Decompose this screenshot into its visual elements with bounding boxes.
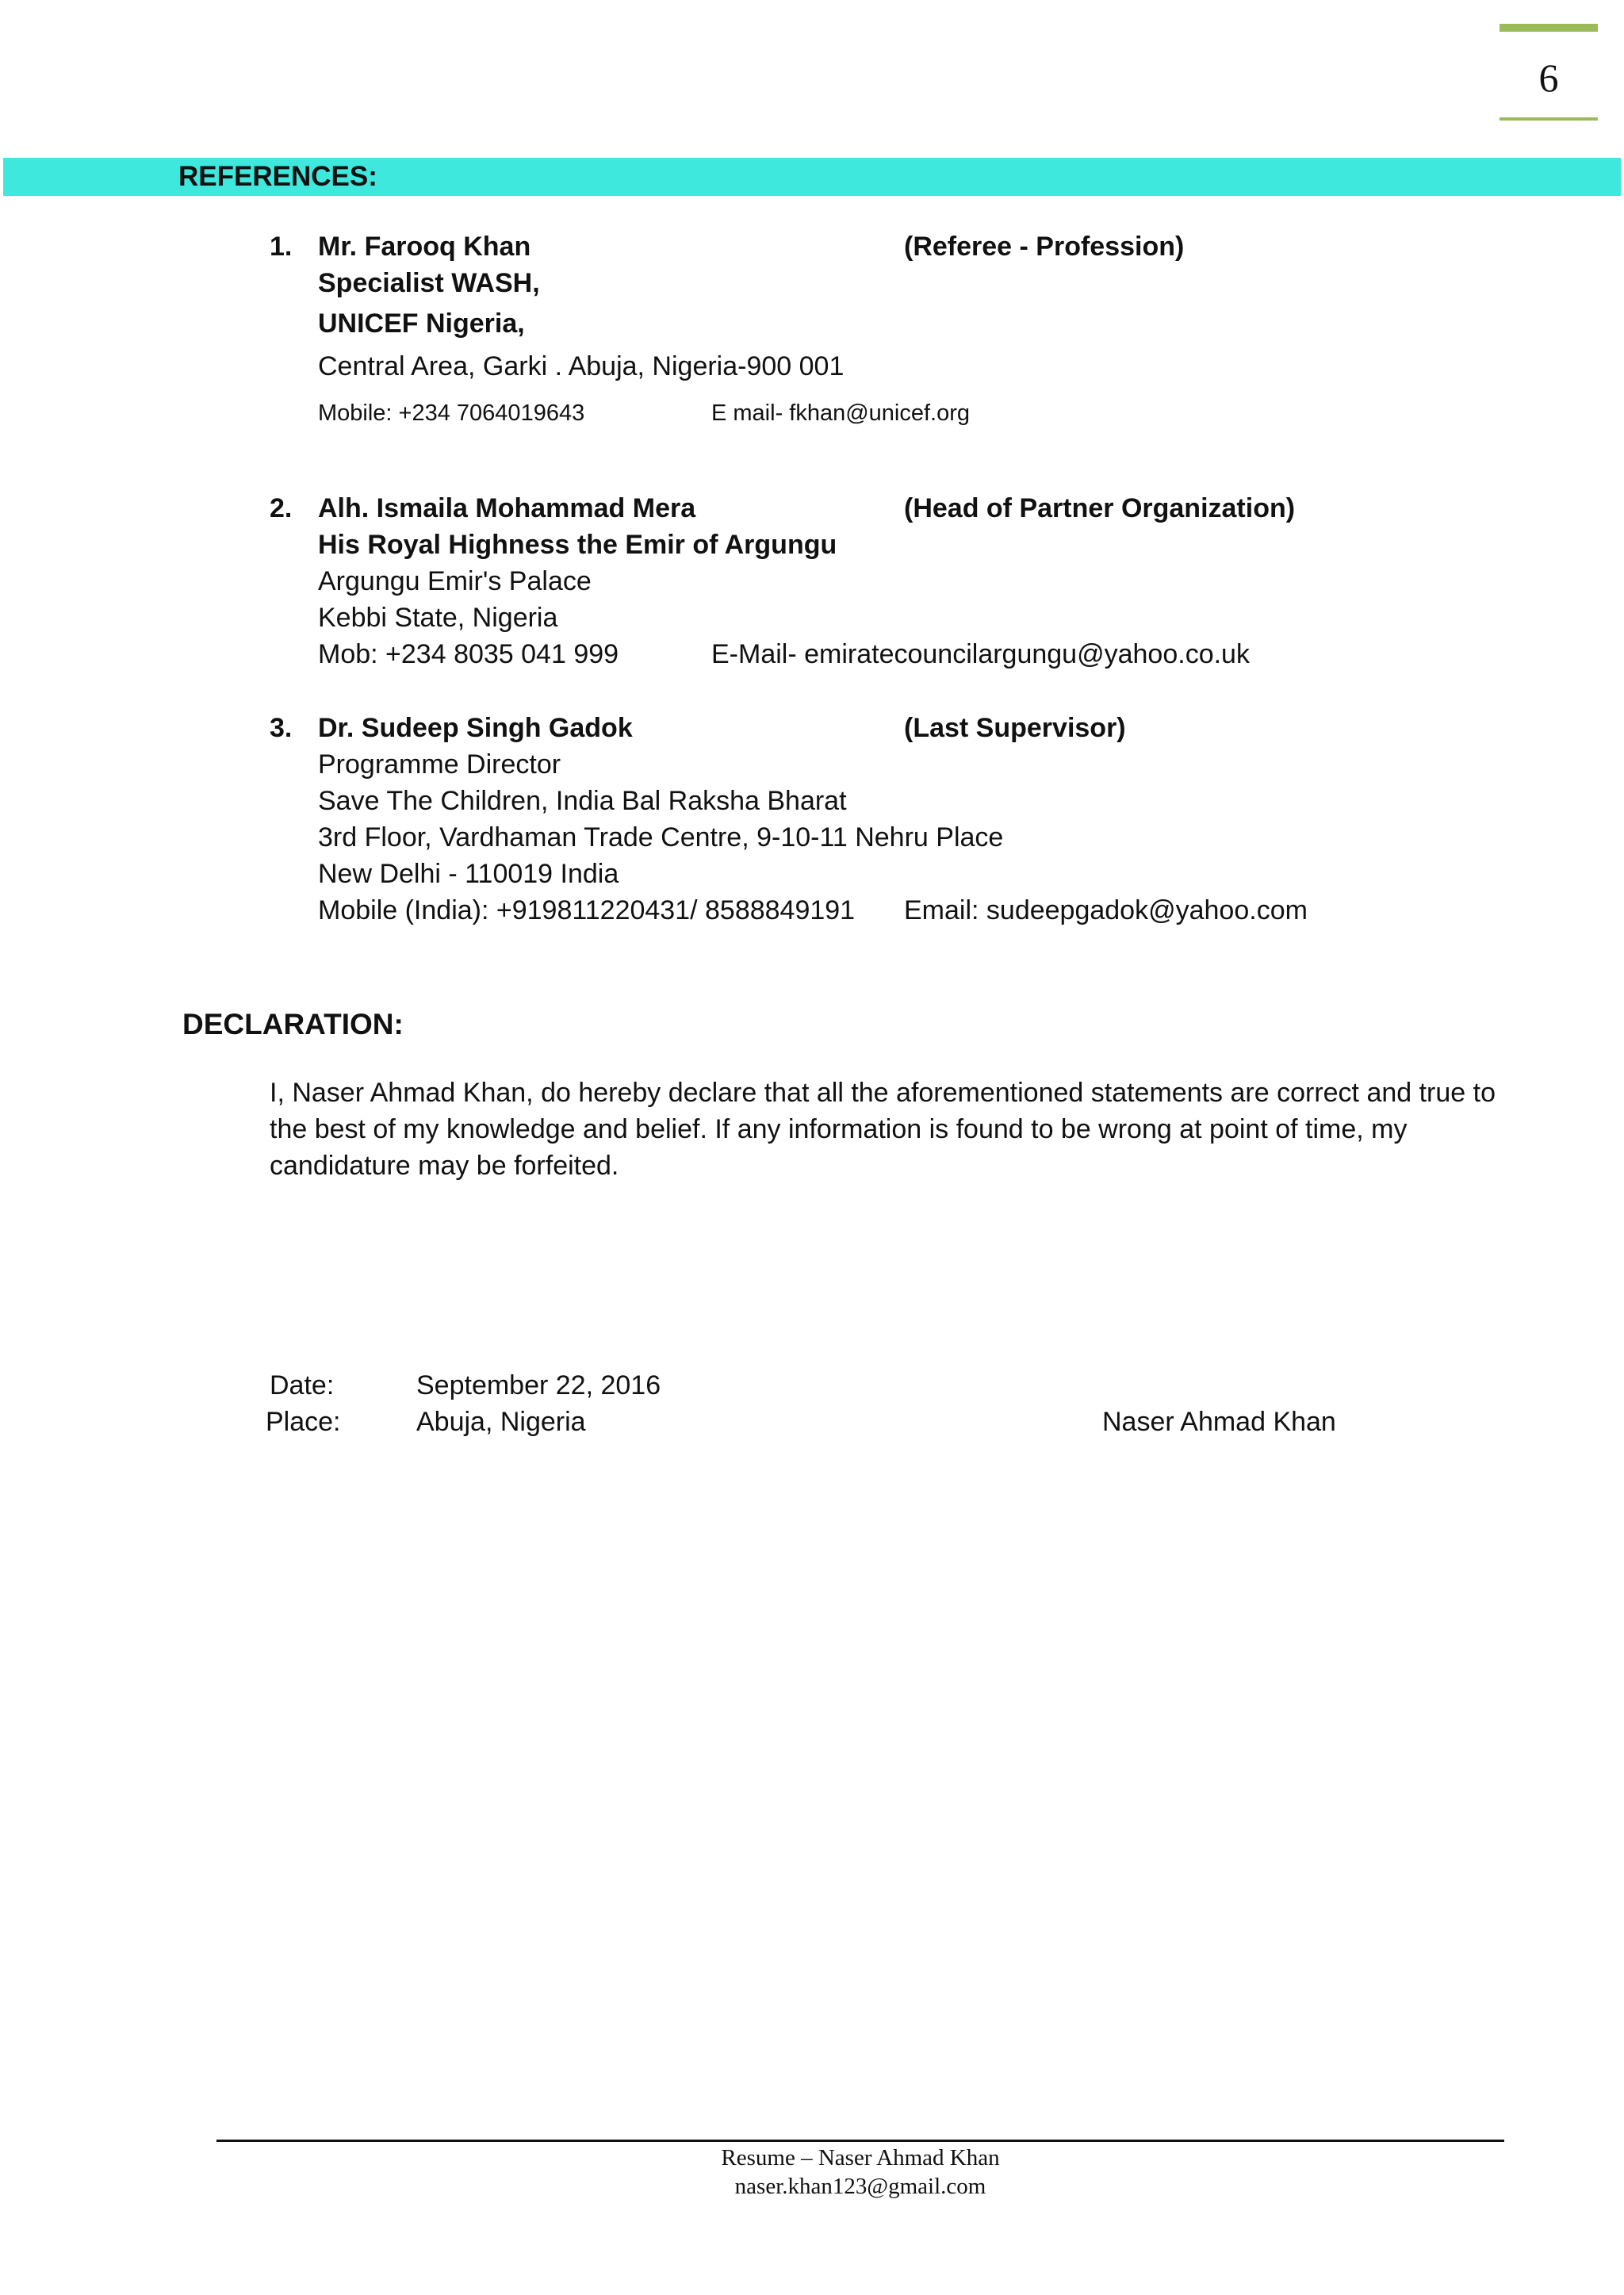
- reference-number: 3.: [270, 713, 293, 743]
- reference-email: E mail- fkhan@unicef.org: [711, 400, 971, 426]
- reference-role: (Last Supervisor): [904, 713, 1126, 743]
- reference-number: 1.: [270, 232, 293, 262]
- reference-role: (Head of Partner Organization): [904, 493, 1296, 523]
- page-number-bottom-rule: [1500, 117, 1598, 121]
- page-number-top-rule: [1500, 24, 1598, 32]
- reference-mobile: Mobile (India): +919811220431/ 8588849191: [318, 895, 856, 925]
- reference-title: Specialist WASH,: [318, 268, 540, 298]
- reference-title: His Royal Highness the Emir of Argungu: [318, 530, 837, 560]
- reference-role: (Referee - Profession): [904, 232, 1185, 262]
- reference-name: Mr. Farooq Khan: [318, 232, 531, 262]
- reference-address-line: Argungu Emir's Palace: [318, 566, 592, 596]
- reference-organization: UNICEF Nigeria,: [318, 308, 525, 339]
- reference-address: Central Area, Garki . Abuja, Nigeria-900 001: [318, 351, 845, 381]
- reference-email: E-Mail- emiratecouncilargungu@yahoo.co.uk: [711, 639, 1250, 669]
- reference-name: Dr. Sudeep Singh Gadok: [318, 713, 633, 743]
- reference-organization: Save The Children, India Bal Raksha Bharat: [318, 786, 847, 816]
- reference-address-line: Kebbi State, Nigeria: [318, 603, 558, 633]
- place-value: Abuja, Nigeria: [416, 1407, 586, 1437]
- declaration-text: I, Naser Ahmad Khan, do hereby declare that all the aforementioned statements are correct and true to the best of my knowledge and belief. If any information is found to be wrong at point of time, my candidature may be forfeited.: [270, 1078, 1496, 1181]
- footer-title: Resume – Naser Ahmad Khan: [721, 2145, 1000, 2170]
- page-number: 6: [1538, 56, 1559, 100]
- signature-name: Naser Ahmad Khan: [1102, 1407, 1336, 1437]
- reference-name: Alh. Ismaila Mohammad Mera: [318, 493, 696, 523]
- reference-title: Programme Director: [318, 749, 561, 780]
- reference-address-line: New Delhi - 110019 India: [318, 859, 619, 889]
- reference-number: 2.: [270, 493, 293, 523]
- reference-mobile: Mobile: +234 7064019643: [318, 400, 585, 426]
- reference-address-line: 3rd Floor, Vardhaman Trade Centre, 9-10-11 Nehru Place: [318, 822, 1004, 852]
- date-value: September 22, 2016: [416, 1370, 661, 1400]
- reference-mobile: Mob: +234 8035 041 999: [318, 639, 619, 669]
- reference-email: Email: sudeepgadok@yahoo.com: [904, 895, 1308, 925]
- references-heading: REFERENCES:: [178, 161, 377, 192]
- footer-rule: [216, 2140, 1504, 2142]
- date-label: Date:: [270, 1370, 335, 1400]
- place-label: Place:: [266, 1407, 341, 1437]
- footer-email: naser.khan123@gmail.com: [734, 2174, 986, 2199]
- declaration-heading: DECLARATION:: [182, 1008, 404, 1040]
